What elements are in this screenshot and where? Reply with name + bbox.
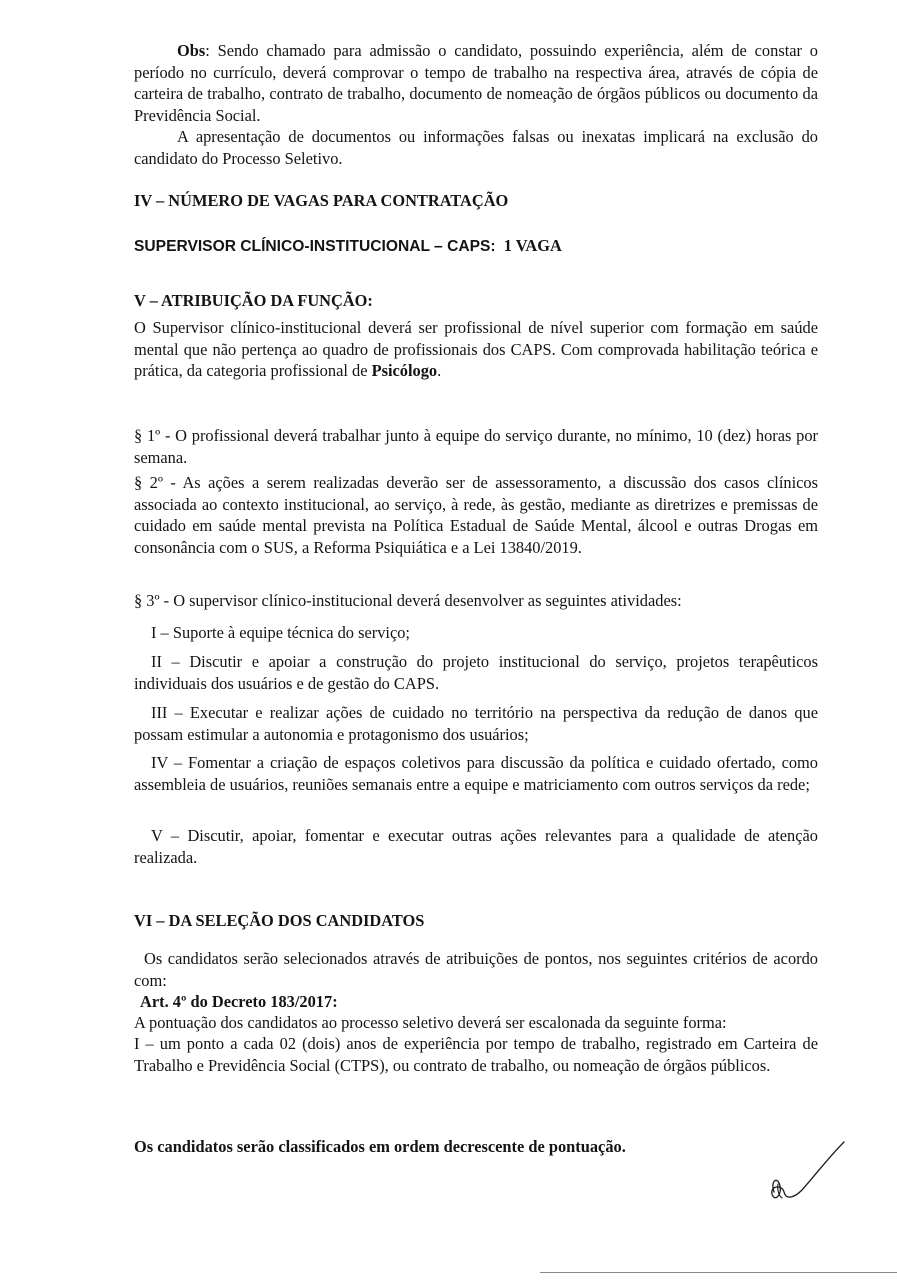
section-v-heading: V – ATRIBUIÇÃO DA FUNÇÃO: [134,291,373,310]
paragraph-2: § 2º - As ações a serem realizadas deverão ser de assessoramento, a discussão dos casos clínicos associada ao contexto institucional, ao serviço, à rede, às gestão, mediante as diretrizes e premissas de cuidado em saúde mental prevista na Política Estadual de Saúde Mental, álcool e outras Drogas em consonância com o SUS, a Reforma Psiquiática e a Lei 13840/2019. [134,473,818,557]
scoring-text: A pontuação dos candidatos ao processo seletivo deverá ser escalonada da seguinte forma: [134,1013,727,1032]
paragraph-1: § 1º - O profissional deverá trabalhar junto à equipe do serviço durante, no mínimo, 10 (dez) horas por semana. [134,426,818,467]
role-intro-paragraph [134,317,818,382]
role-intro-text: O Supervisor clínico-institucional deverá ser profissional de nível superior com formação em saúde mental que não pertença ao quadro de profissionais dos CAPS. Com comprovada habilitação teórica e prática, da categoria profissional de [134,318,818,381]
obs-label: Obs [177,41,206,60]
paragraph-3: § 3º - O supervisor clínico-institucional deverá desenvolver as seguintes atividades: [134,591,682,610]
section-vi-heading: VI – DA SELEÇÃO DOS CANDIDATOS [134,911,425,930]
activity-item-2: II – Discutir e apoiar a construção do projeto institucional do serviço, projetos terapêuticos individuais dos usuários e de gestão do CAPS. [134,652,818,693]
criterion-text: I – um ponto a cada 02 (dois) anos de experiência por tempo de trabalho, registrado em Carteira de Trabalho e Previdência Social (CTPS), ou contrato de trabalho, ou nomeação de órgãos públicos. [134,1034,818,1075]
activity-item-4: IV – Fomentar a criação de espaços coletivos para discussão da política e cuidado ofertado, como assembleia de usuários, reuniões semanais entre a equipe e matriciamento com outros serviços da rede; [134,753,818,794]
vacancy-line [134,235,562,258]
initials-signature [760,1140,850,1210]
classification-note: Os candidatos serão classificados em ordem decrescente de pontuação. [134,1137,626,1156]
section-iv-heading: IV – NÚMERO DE VAGAS PARA CONTRATAÇÃO [134,191,509,210]
vacancy-count: 1 VAGA [503,236,562,255]
decree-article: Art. 4º do Decreto 183/2017: [140,992,338,1011]
activity-item-5: V – Discutir, apoiar, fomentar e executar outras ações relevantes para a qualidade de atenção realizada. [134,826,818,867]
selection-intro: Os candidatos serão selecionados através de atribuições de pontos, nos seguintes critérios de acordo com: [134,949,818,990]
false-docs-paragraph: A apresentação de documentos ou informações falsas ou inexatas implicará na exclusão do candidato do Processo Seletivo. [134,127,818,168]
activity-item-3: III – Executar e realizar ações de cuidado no território na perspectiva da redução de danos que possam estimular a autonomia e protagonismo dos usuários; [134,703,818,744]
role-title: SUPERVISOR CLÍNICO-INSTITUCIONAL – CAPS: [134,238,496,255]
obs-text: : Sendo chamado para admissão o candidato, possuindo experiência, além de constar o período no currículo, deverá comprovar o tempo de trabalho na respectiva área, através de cópia de carteira de trabalho, contrato de trabalho, documento de nomeação de órgãos públicos ou documento da Previdência Social. [134,41,818,125]
footer-rule [540,1272,897,1273]
obs-paragraph [134,40,818,170]
role-intro-end: . [437,361,442,381]
activity-item-1: I – Suporte à equipe técnica do serviço; [151,623,410,642]
role-profession: Psicólogo [371,361,438,381]
